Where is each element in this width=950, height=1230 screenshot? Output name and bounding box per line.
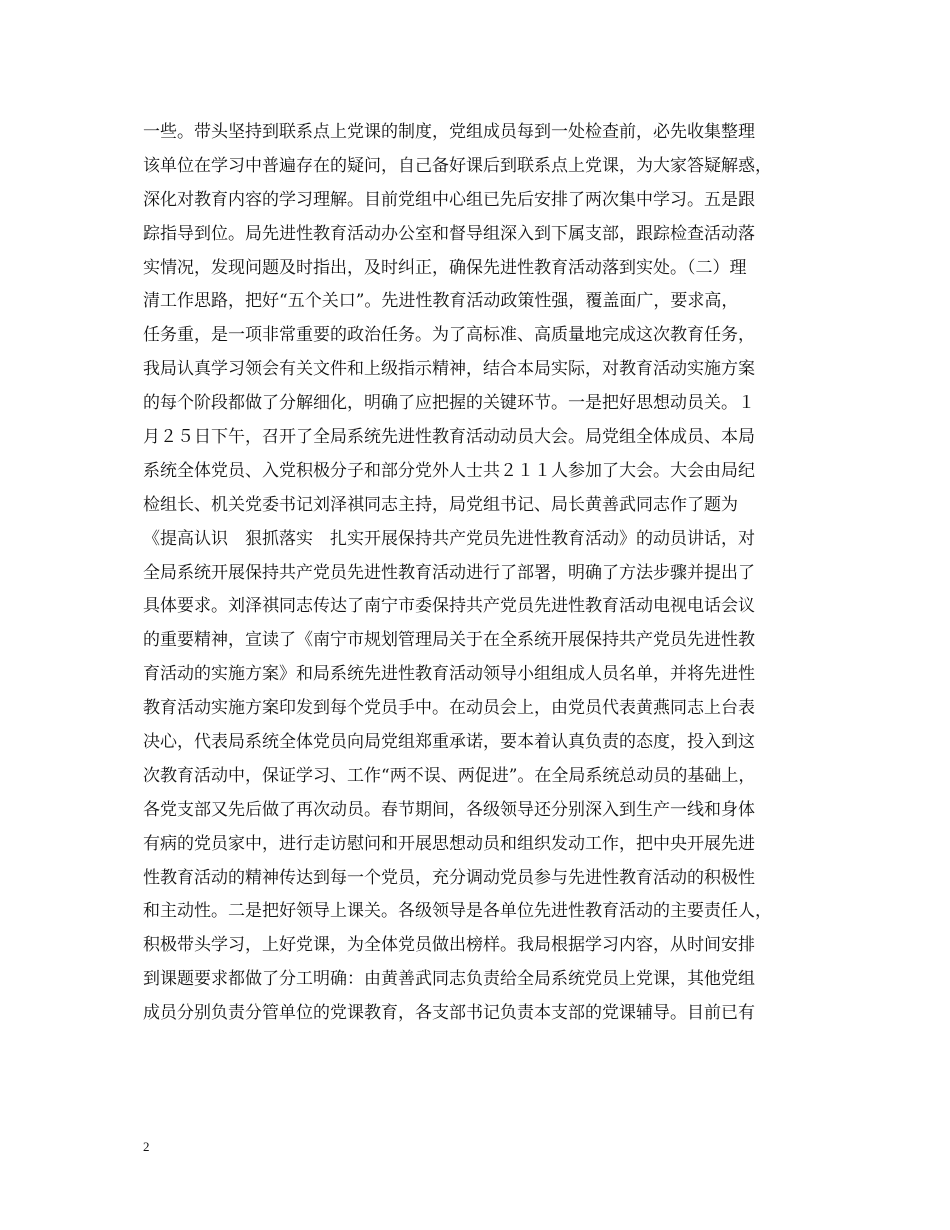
text-line: 系统全体党员、入党积极分子和部分党外人士共２１１人参加了大会。大会由局纪 bbox=[143, 460, 755, 481]
body-text bbox=[143, 116, 833, 1031]
text-line: 的每个阶段都做了分解细化，明确了应把握的关键环节。一是把好思想动员关。１ bbox=[143, 393, 755, 414]
text-line: 深化对教育内容的学习理解。目前党组中心组已先后安排了两次集中学习。五是跟 bbox=[143, 189, 755, 210]
text-line: 具体要求。刘泽祺同志传达了南宁市委保持共产党员先进性教育活动电视电话会议 bbox=[143, 596, 755, 617]
text-line: 育活动的实施方案》和局系统先进性教育活动领导小组组成人员名单，并将先进性 bbox=[143, 664, 755, 685]
text-line: 决心，代表局系统全体党员向局党组郑重承诺，要本着认真负责的态度，投入到这 bbox=[143, 732, 755, 753]
text-line: 成员分别负责分管单位的党课教育，各支部书记负责本支部的党课辅导。目前已有 bbox=[143, 1003, 755, 1024]
text-line: 到课题要求都做了分工明确：由黄善武同志负责给全局系统党员上党课，其他党组 bbox=[143, 969, 755, 990]
text-line: 全局系统开展保持共产党员先进性教育活动进行了部署，明确了方法步骤并提出了 bbox=[143, 562, 755, 583]
text-line: 《提高认识 狠抓落实 扎实开展保持共产党员先进性教育活动》的动员讲话，对 bbox=[143, 528, 755, 549]
text-line: 有病的党员家中，进行走访慰问和开展思想动员和组织发动工作，把中央开展先进 bbox=[143, 833, 755, 854]
text-line: 该单位在学习中普遍存在的疑问，自己备好课后到联系点上党课，为大家答疑解惑， bbox=[143, 155, 772, 176]
text-line: 次教育活动中，保证学习、工作“两不误、两促进”。在全局系统总动员的基础上， bbox=[143, 765, 756, 786]
text-line: 性教育活动的精神传达到每一个党员，充分调动党员参与先进性教育活动的积极性 bbox=[143, 867, 755, 888]
text-line: 的重要精神，宣读了《南宁市规划管理局关于在全系统开展保持共产党员先进性教 bbox=[143, 630, 755, 651]
text-line: 任务重，是一项非常重要的政治任务。为了高标准、高质量地完成这次教育任务， bbox=[143, 325, 755, 346]
text-line: 月２５日下午，召开了全局系统先进性教育活动动员大会。局党组全体成员、本局 bbox=[143, 427, 755, 448]
text-line: 实情况，发现问题及时指出，及时纠正，确保先进性教育活动落到实处。（二）理 bbox=[143, 257, 747, 278]
text-line: 清工作思路，把好“五个关口”。先进性教育活动政策性强，覆盖面广，要求高， bbox=[143, 291, 739, 312]
text-line: 一些。带头坚持到联系点上党课的制度，党组成员每到一处检查前，必先收集整理 bbox=[143, 122, 755, 142]
text-line: 我局认真学习领会有关文件和上级指示精神，结合本局实际，对教育活动实施方案 bbox=[143, 359, 755, 380]
page-number: 2 bbox=[143, 1139, 150, 1154]
text-line: 教育活动实施方案印发到每个党员手中。在动员会上，由党员代表黄燕同志上台表 bbox=[143, 698, 755, 719]
text-line: 检组长、机关党委书记刘泽祺同志主持，局党组书记、局长黄善武同志作了题为 bbox=[143, 494, 738, 515]
text-line: 和主动性。二是把好领导上课关。各级领导是各单位先进性教育活动的主要责任人， bbox=[143, 901, 772, 922]
text-line: 各党支部又先后做了再次动员。春节期间，各级领导还分别深入到生产一线和身体 bbox=[143, 799, 755, 820]
text-line: 踪指导到位。局先进性教育活动办公室和督导组深入到下属支部，跟踪检查活动落 bbox=[143, 223, 755, 244]
text-line: 积极带头学习，上好党课，为全体党员做出榜样。我局根据学习内容，从时间安排 bbox=[143, 935, 755, 956]
